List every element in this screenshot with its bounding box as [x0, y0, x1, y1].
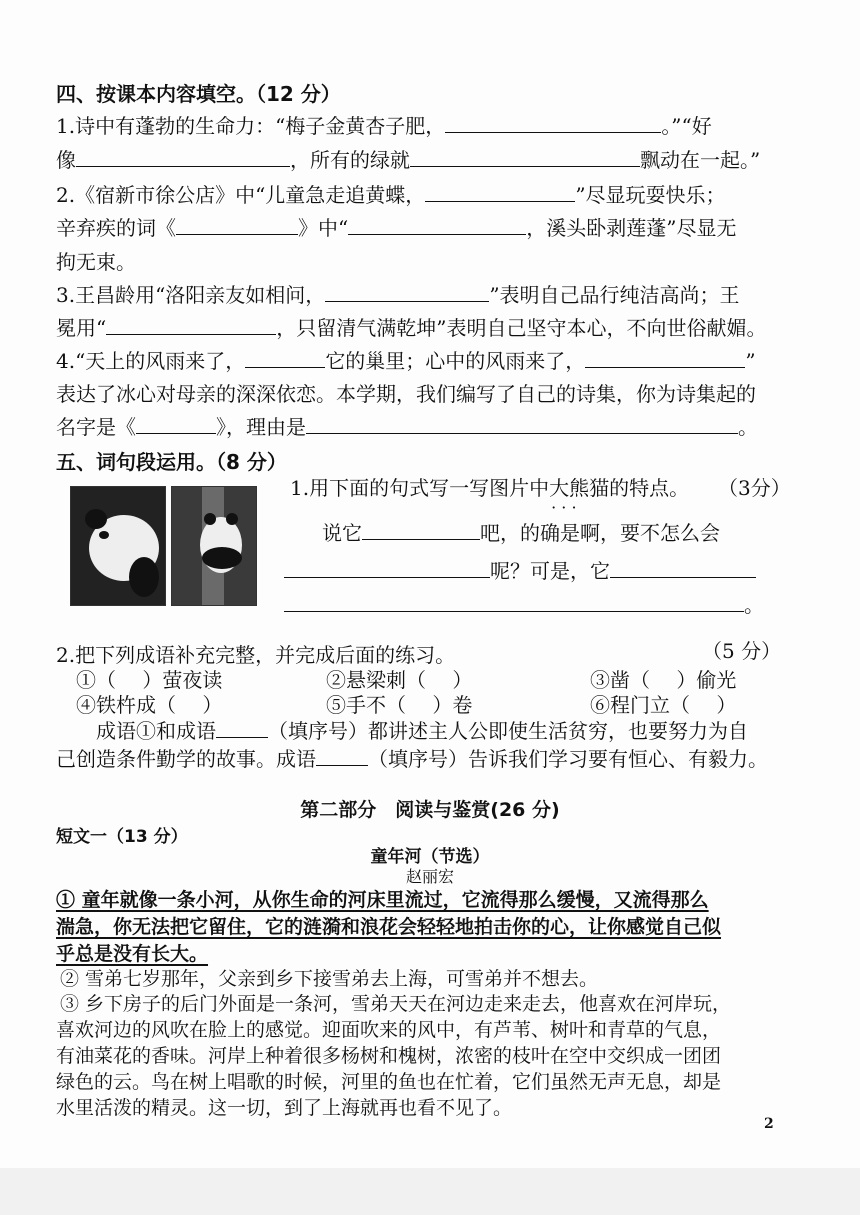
para3-line2: 喜欢河边的风吹在脸上的感觉。迎面吹来的风中，有芦苇、树叶和青草的气息， — [56, 1019, 722, 1041]
bottom-margin — [0, 1168, 860, 1215]
s5-q1-line2 — [284, 557, 756, 585]
q4-line3 — [56, 413, 758, 441]
part2-title: 第二部分 阅读与鉴赏(26 分) — [300, 799, 560, 821]
blank-q2b[interactable] — [176, 214, 298, 235]
blank-s5a[interactable] — [362, 519, 480, 540]
blank-q2c[interactable] — [348, 214, 526, 235]
q2a-post: ”尽显玩耍快乐； — [575, 183, 726, 207]
q3a-post: ”表明自己品行纯洁高尚；王 — [489, 283, 740, 307]
q1b-pre: 像 — [56, 148, 76, 172]
s5-q1-post: 的特点。 — [609, 476, 690, 500]
s5-q1-line1 — [322, 519, 720, 547]
panda-photo — [70, 486, 166, 606]
idiom-6: ⑥程门立（ ） — [590, 693, 737, 717]
blank-s5e[interactable] — [216, 717, 268, 738]
q3b-pre: 冕用“ — [56, 316, 107, 340]
s5-l1-pre: 说它 — [322, 521, 362, 545]
q3a-pre: 3.王昌龄用“洛阳亲友如相问， — [56, 283, 326, 307]
q1b-post: 飘动在一起。” — [640, 148, 761, 172]
q4a-post: ” — [745, 349, 756, 373]
para3-line4: 绿色的云。鸟在树上唱歌的时候，河里的鱼也在忙着，它们虽然无声无息，却是 — [56, 1071, 722, 1093]
blank-s5c[interactable] — [610, 557, 756, 578]
panda-climbing-photo — [171, 486, 257, 606]
q1a-post: 。”“好 — [661, 114, 712, 138]
para2: ② 雪弟七岁那年，父亲到乡下接雪弟去上海，可雪弟并不想去。 — [60, 968, 599, 990]
s5-q2-l1-pre: 成语①和成语 — [96, 719, 216, 743]
blank-q4d[interactable] — [306, 413, 738, 434]
q1-line1 — [56, 112, 712, 140]
blank-q4a[interactable] — [245, 347, 325, 368]
s5-l3-post: 。 — [744, 593, 764, 617]
q2a-pre: 2.《宿新市徐公店》中“儿童急走追黄蝶， — [56, 183, 426, 207]
para3-line5: 水里活泼的精灵。这一切，到了上海就再也看不见了。 — [56, 1097, 513, 1119]
s5-q1-pre: 1.用下面的句式写一写图片中 — [290, 476, 550, 500]
s5-q2-line1 — [96, 717, 748, 745]
blank-s5b[interactable] — [284, 557, 490, 578]
idiom-3: ③凿（ ）偷光 — [590, 668, 737, 692]
q3-line2 — [56, 314, 766, 342]
q4c-pre: 名字是《 — [56, 415, 136, 439]
q1a-text: 1.诗中有蓬勃的生命力：“梅子金黄杏子肥， — [56, 114, 446, 138]
blank-q4b[interactable] — [585, 347, 745, 368]
s5-q2-score: （5 分） — [702, 639, 782, 663]
s5-l1-post: 吧，的确是啊，要不怎么会 — [480, 521, 720, 545]
para3-line1: ③ 乡下房子的后门外面是一条河，雪弟天天在河边走来走去，他喜欢在河岸玩， — [60, 993, 732, 1015]
s5-q1-line3 — [284, 591, 764, 619]
s5-q2-line2 — [56, 745, 768, 773]
s5-q2-l2-post: （填序号）告诉我们学习要有恒心、有毅力。 — [368, 747, 768, 771]
idiom-5: ⑤手不（ ）卷 — [326, 693, 473, 717]
q1-line2 — [56, 146, 760, 174]
para1-line3: 乎总是没有长大。 — [56, 943, 209, 965]
q2-line1 — [56, 181, 726, 209]
q2-line3: 拘无束。 — [56, 250, 136, 274]
q4-line1 — [56, 347, 756, 375]
blank-q3b[interactable] — [106, 314, 276, 335]
idiom-2: ②悬梁刺（ ） — [326, 668, 473, 692]
s5-q2-l2-pre: 己创造条件勤学的故事。成语 — [56, 747, 316, 771]
blank-q1a[interactable] — [445, 112, 661, 133]
passage-title: 童年河（节选） — [370, 847, 490, 867]
blank-s5f[interactable] — [316, 745, 368, 766]
q2b-pre: 辛弃疾的词《 — [56, 216, 176, 240]
passage-label: 短文一（13 分） — [56, 827, 188, 847]
s5-q1-emphasis: 大熊猫 · · · — [549, 476, 609, 500]
blank-q2a[interactable] — [425, 181, 575, 202]
idiom-1: ①（ ）萤夜读 — [76, 668, 223, 692]
blank-q3a[interactable] — [325, 281, 489, 302]
passage-author: 赵丽宏 — [405, 867, 454, 886]
s5-q2-title: 2.把下列成语补充完整，并完成后面的练习。 — [56, 643, 456, 667]
q2-line2 — [56, 214, 736, 242]
para3-line3: 有油菜花的香味。河岸上种着很多杨树和槐树，浓密的枝叶在空中交织成一团团 — [56, 1045, 722, 1067]
s5-q1-prompt — [290, 474, 689, 502]
s5-q2-l1-post: （填序号）都讲述主人公即使生活贫穷，也要努力为自 — [268, 719, 748, 743]
q4a-mid: 它的巢里；心中的风雨来了， — [325, 349, 586, 373]
blank-q1c[interactable] — [410, 146, 640, 167]
q4c-mid: 》，理由是 — [216, 415, 306, 439]
q2b-post: ，溪头卧剥莲蓬”尽显无 — [526, 216, 737, 240]
section5-title: 五、词句段运用。（8 分） — [56, 450, 287, 474]
para1-line1: ① 童年就像一条小河，从你生命的河床里流过，它流得那么缓慢，又流得那么 — [56, 889, 709, 911]
s5-q1-score: （3分） — [718, 476, 791, 500]
q1b-mid: ，所有的绿就 — [290, 148, 410, 172]
blank-q1b[interactable] — [76, 146, 290, 167]
q3b-post: ，只留清气满乾坤”表明自己坚守本心，不向世俗献媚。 — [276, 316, 767, 340]
s5-l2-mid: 呢？可是，它 — [490, 559, 610, 583]
page-number: 2 — [764, 1116, 774, 1132]
q4c-post: 。 — [738, 415, 758, 439]
idiom-4: ④铁杵成（ ） — [76, 693, 223, 717]
q3-line1 — [56, 281, 740, 309]
q4-line2: 表达了冰心对母亲的深深依恋。本学期，我们编写了自己的诗集，你为诗集起的 — [56, 382, 756, 406]
blank-q4c[interactable] — [136, 413, 216, 434]
q4a-pre: 4.“天上的风雨来了， — [56, 349, 246, 373]
section4-title: 四、按课本内容填空。（12 分） — [56, 82, 341, 106]
blank-s5d[interactable] — [284, 591, 744, 612]
q2b-mid: 》中“ — [298, 216, 349, 240]
para1-line2: 湍急，你无法把它留住，它的涟漪和浪花会轻轻地拍击你的心，让你感觉自己似 — [56, 916, 722, 938]
